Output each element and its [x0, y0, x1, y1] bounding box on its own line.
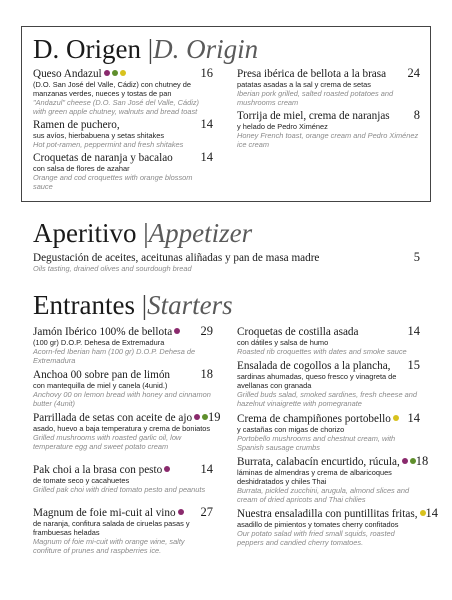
item-description: con salsa de flores de azahar [33, 164, 130, 173]
item-description: asado, huevo a baja temperatura y crema de boniatos [33, 424, 211, 433]
item-description: (D.O. San José del Valle, Cádiz) con chutney de manzanas verdes, nueces y tostas de pan [33, 80, 192, 98]
item-name: Nuestra ensaladilla con puntillitas fritas, [237, 508, 418, 520]
item-translation: Burrata, pickled zucchini, arugula, almond slices and cream of dried apricots and Thai chilies [237, 486, 410, 504]
section-title-appetizer [33, 220, 252, 247]
title-separator: | [147, 34, 154, 64]
allergen-icon-purple [104, 70, 110, 76]
item-description: láminas de almendras y crema de albaricoques deshidratados y chiles Thai [237, 468, 392, 486]
menu-item-crema-champinones [237, 412, 420, 452]
item-translation: Grilled pak choi with dried tomato pesto and peanuts [33, 485, 206, 494]
item-price: 18 [200, 367, 213, 381]
section-title-en: Starters [147, 290, 233, 320]
allergen-icon-yellow [120, 70, 126, 76]
item-description: sus avíos, hierbabuena y setas shitakes [33, 131, 165, 140]
menu-item-ensalada-cogollos [237, 359, 420, 408]
section-title-es: Aperitivo [33, 218, 137, 248]
item-description: sardinas ahumadas, queso fresco y vinagreta de avellanas con granada [237, 372, 397, 390]
item-price: 15 [407, 358, 420, 372]
item-name: Crema de champiñones portobello [237, 413, 391, 425]
menu-item-anchoa [33, 368, 213, 408]
item-price: 14 [407, 324, 420, 338]
item-description: y helado de Pedro Ximénez [237, 122, 328, 131]
allergen-icon-purple [178, 509, 184, 515]
menu-item-ensaladilla [237, 506, 439, 547]
item-name: Ramen de puchero, [33, 119, 120, 131]
item-translation: Oils tasting, drained olives and sourdough bread [33, 264, 192, 273]
allergen-icon-yellow [420, 510, 426, 516]
item-name: Croquetas de naranja y bacalao [33, 152, 173, 164]
item-name: Pak choi a la brasa con pesto [33, 464, 163, 476]
menu-item-degustacion [33, 251, 420, 273]
section-title-es: Entrantes [33, 290, 135, 320]
section-title-en: D. Origin [153, 34, 259, 64]
menu-item-queso-andazul [33, 67, 213, 116]
item-description: (100 gr) D.O.P. Dehesa de Extremadura [33, 338, 165, 347]
menu-item-ramen [33, 118, 213, 149]
allergen-icon-purple [194, 414, 200, 420]
item-price: 14 [200, 150, 213, 164]
section-title-en: Appetizer [148, 218, 253, 248]
item-price: 27 [200, 505, 213, 519]
item-name: Torrija de miel, crema de naranjas [237, 110, 390, 122]
item-name: Queso Andazul [33, 68, 102, 80]
item-translation: Portobello mushrooms and chestnut cream, with Spanish sausage crumbs [237, 434, 396, 452]
section-title-starters [33, 292, 233, 319]
item-translation: Grilled mushrooms with roasted garlic oil, low temperature egg and sweet potato cream [33, 433, 182, 451]
item-description: patatas asadas a la sal y crema de setas [237, 80, 371, 89]
item-name: Anchoa 00 sobre pan de limón [33, 369, 171, 381]
allergen-icon-purple [402, 458, 408, 464]
menu-item-pak-choi [33, 463, 213, 494]
item-translation: Anchovy 00 on lemon bread with honey and cinnamon butter (4unit) [33, 390, 211, 408]
item-name: Presa ibérica de bellota a la brasa [237, 68, 387, 80]
menu-item-torrija [237, 109, 420, 149]
section-title-es: D. Origen [33, 34, 141, 64]
item-name: Croquetas de costilla asada [237, 326, 359, 338]
item-price: 29 [200, 324, 213, 338]
item-price: 5 [413, 250, 420, 264]
item-price: 18 [415, 454, 429, 468]
title-separator: | [141, 290, 148, 320]
menu-item-presa-iberica [237, 67, 420, 107]
item-name: Jamón Ibérico 100% de bellota [33, 326, 173, 338]
item-price: 8 [413, 108, 420, 122]
item-price: 14 [200, 117, 213, 131]
item-translation: Our potato salad with fried small squids, roasted peppers and candied cherry tomatoes. [237, 529, 395, 547]
item-translation: Magnum of foie mi-cuit with orange wine, salty confiture of prunes and raspberries ice. [33, 537, 185, 555]
item-price: 14 [407, 411, 420, 425]
item-translation: Roasted rib croquettes with dates and smoke sauce [237, 347, 407, 356]
item-translation: Orange and cod croquettes with orange blossom sauce [33, 173, 193, 191]
allergen-icon-yellow [393, 415, 399, 421]
item-description: y castañas con migas de chorizo [237, 425, 345, 434]
item-price: 14 [425, 506, 439, 520]
allergen-icon-purple [164, 466, 170, 472]
item-description: con mantequilla de miel y canela (4unid.) [33, 381, 168, 390]
item-name: Parrillada de setas con aceite de ajo [33, 412, 193, 424]
title-separator: | [143, 218, 149, 248]
menu-item-magnum-foie [33, 506, 213, 555]
menu-item-parrillada [33, 410, 221, 451]
allergen-icon-green [112, 70, 118, 76]
item-translation: Honey French toast, orange cream and Pedro Ximénez ice cream [237, 131, 419, 149]
menu-item-croquetas-costilla [237, 325, 420, 356]
item-name: Burrata, calabacín encurtido, rúcula, [237, 456, 400, 468]
item-translation: Iberian pork grilled, salted roasted potatoes and mushrooms cream [237, 89, 394, 107]
item-price: 19 [208, 410, 221, 424]
item-name: Degustación de aceites, aceitunas aliñadas y pan de masa madre [33, 252, 320, 264]
item-price: 14 [200, 462, 213, 476]
item-description: de naranja, confitura salada de ciruelas pasas y frambuesas heladas [33, 519, 190, 537]
section-title-origin [33, 36, 258, 63]
item-name: Ensalada de cogollos a la plancha, [237, 360, 391, 372]
menu-item-burrata [237, 454, 429, 504]
item-price: 16 [200, 66, 213, 80]
item-description: con dátiles y salsa de humo [237, 338, 329, 347]
item-translation: Hot pot-ramen, peppermint and fresh shitakes [33, 140, 184, 149]
item-description: de tomate seco y cacahuetes [33, 476, 130, 485]
item-translation: Grilled buds salad, smoked sardines, fresh cheese and hazelnut vinaigrette with pomegranate [237, 390, 417, 408]
item-translation: Acorn-fed Iberian ham (100 gr) D.O.P. Dehesa de Extremadura [33, 347, 196, 365]
allergen-icon-purple [174, 328, 180, 334]
menu-item-jamon [33, 325, 213, 365]
item-translation: "Andazul" cheese (D.O. San José del Valle, Cádiz) with green apple chutney, walnuts and bread toast [33, 98, 200, 116]
item-description: asadillo de pimientos y tomates cherry confitados [237, 520, 399, 529]
menu-item-croquetas-naranja [33, 151, 213, 191]
item-price: 24 [407, 66, 420, 80]
item-name: Magnum de foie mi-cuit al vino [33, 507, 176, 519]
